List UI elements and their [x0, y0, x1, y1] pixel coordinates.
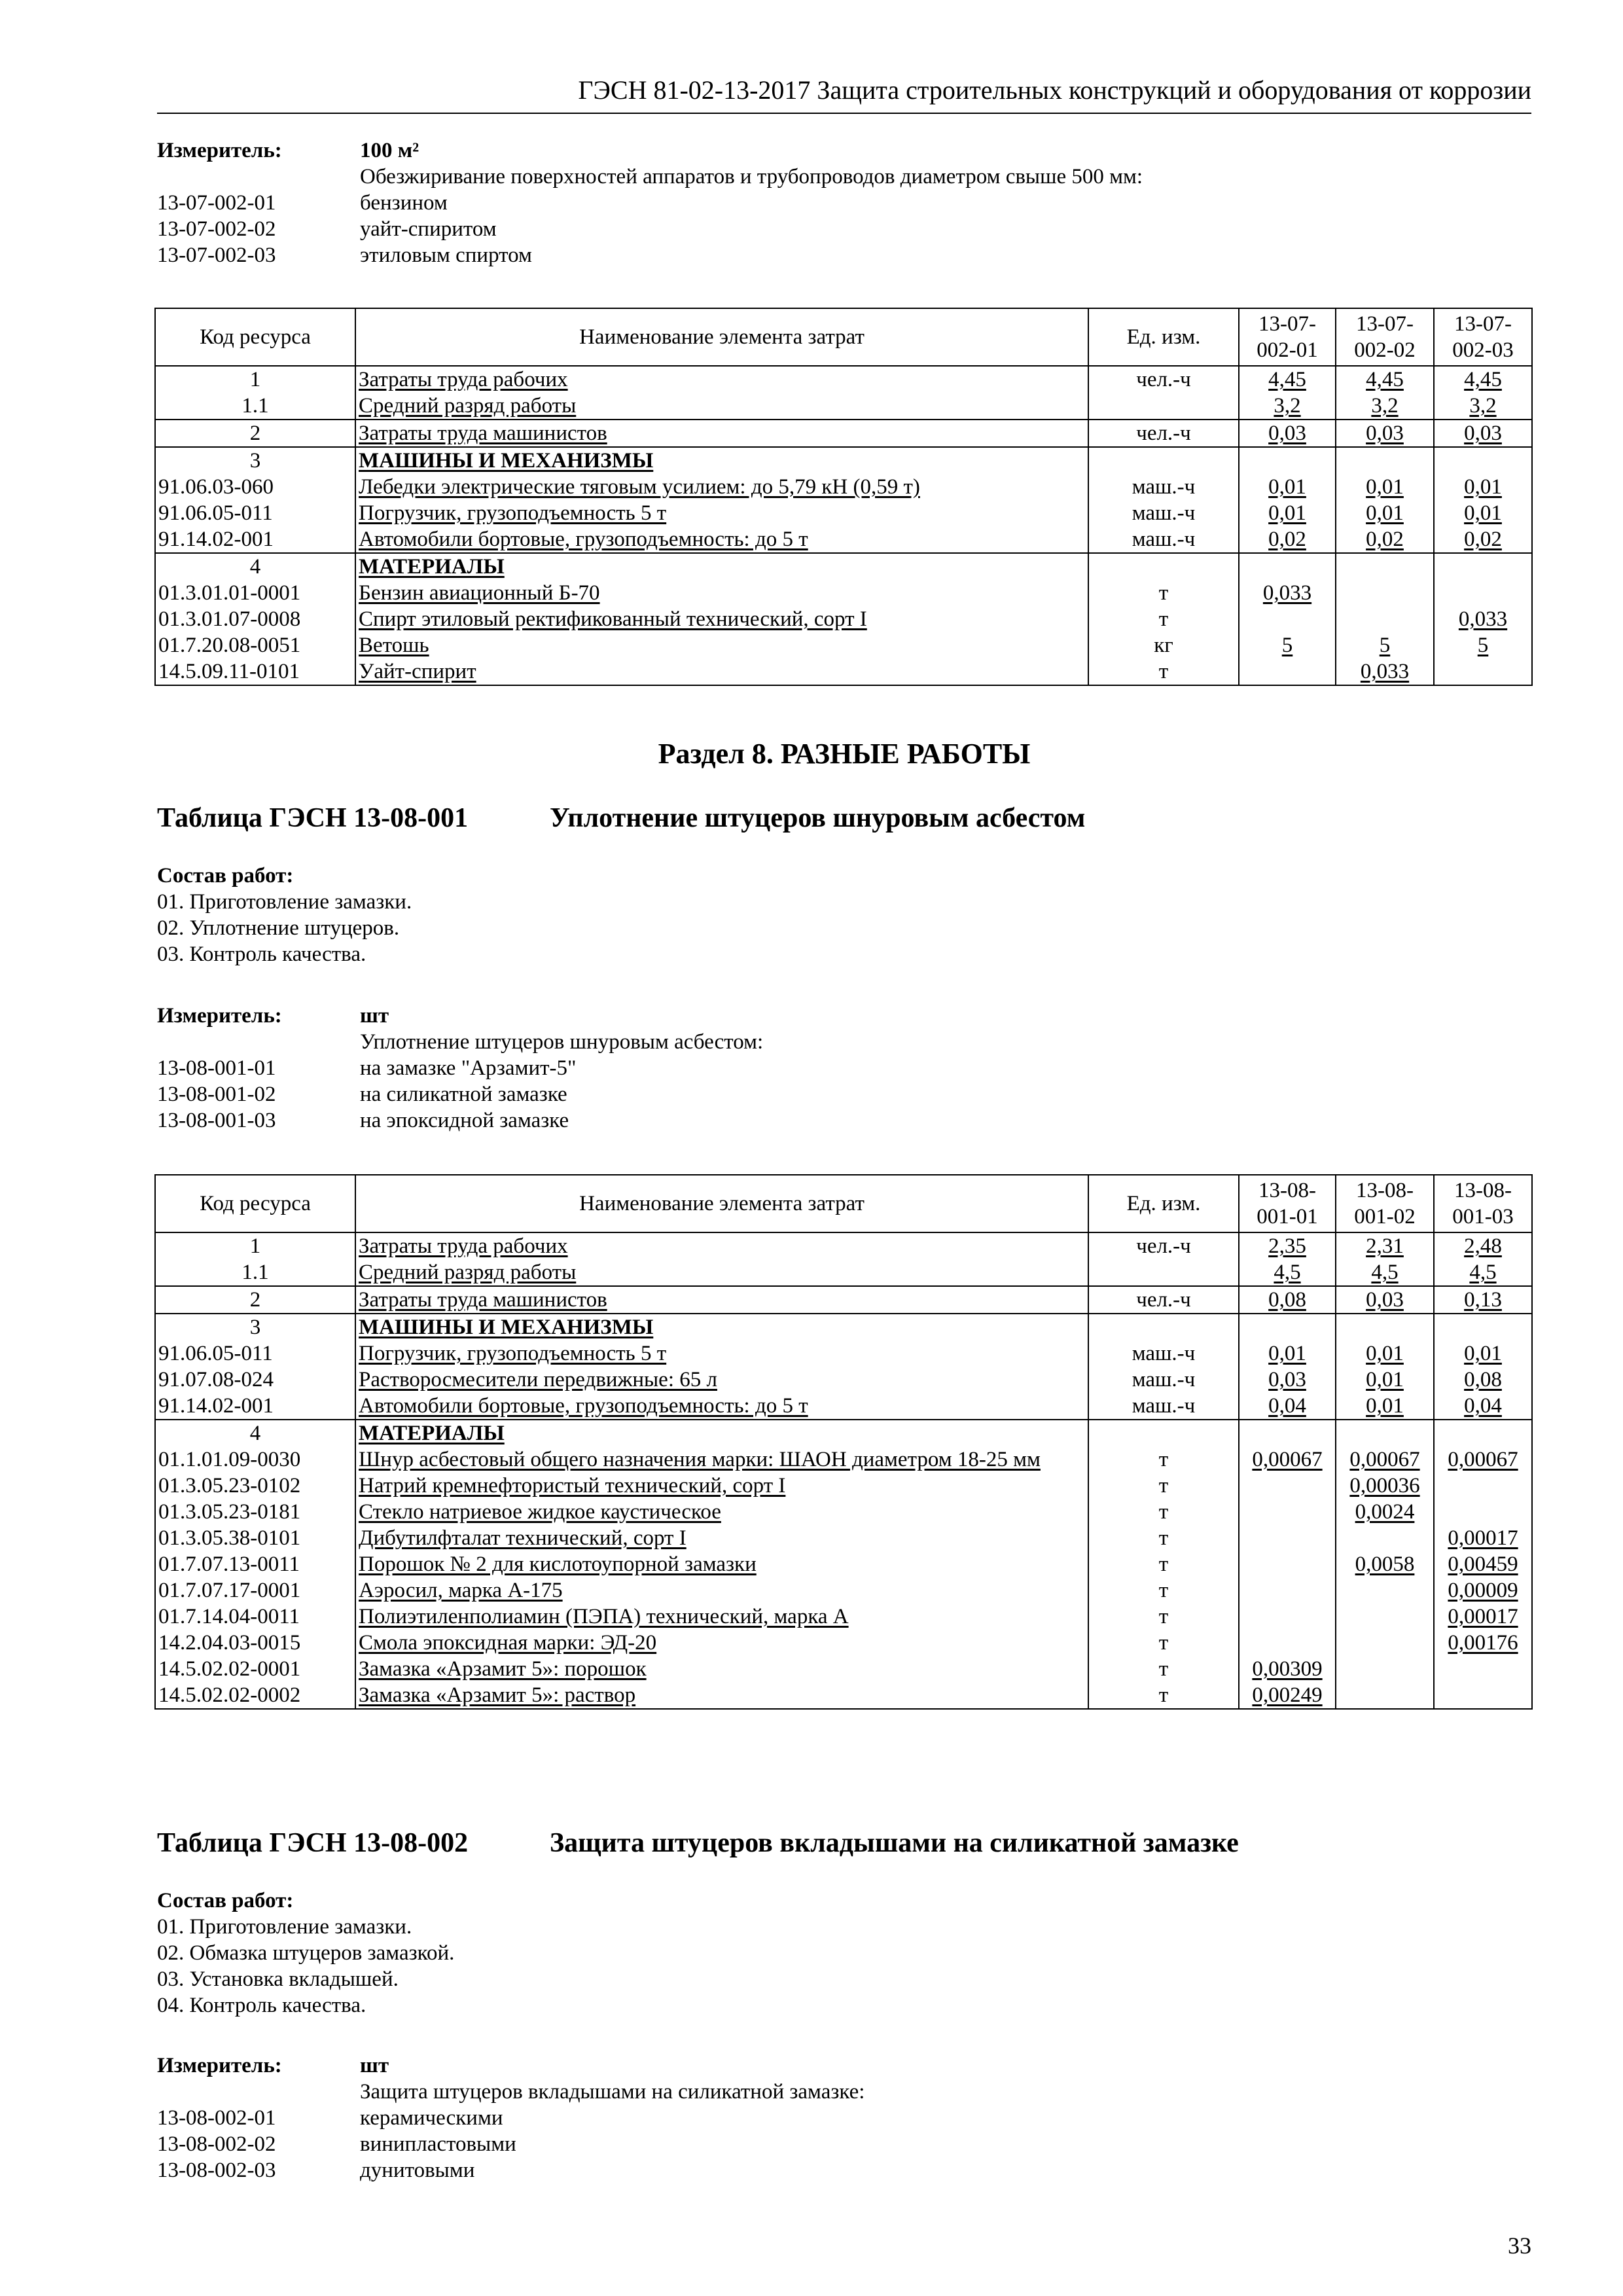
table-row [155, 1393, 1532, 1420]
norm-value-cell: 0,0058 [1336, 1551, 1434, 1577]
unit-cell: маш.-ч [1088, 526, 1239, 553]
table-row [155, 1604, 1532, 1630]
unit-cell: т [1088, 1577, 1239, 1604]
table-row [155, 1473, 1532, 1499]
unit-cell: т [1088, 606, 1239, 632]
norm-value-cell: 0,00067 [1434, 1446, 1532, 1473]
norm-value-cell: 0,01 [1239, 500, 1336, 526]
unit-cell: чел.-ч [1088, 1286, 1239, 1314]
unit-cell [1088, 1314, 1239, 1340]
work-composition-13-08-001 [157, 863, 1531, 967]
sostav-item: 03. Контроль качества. [157, 942, 366, 966]
section-title: Раздел 8. РАЗНЫЕ РАБОТЫ [658, 738, 1031, 770]
resource-code-cell: 4 [155, 1420, 355, 1446]
resource-code-cell: 1 [155, 1232, 355, 1259]
unit-cell [1088, 447, 1239, 474]
norm-value-cell: 0,00036 [1336, 1473, 1434, 1499]
norm-value-cell: 0,03 [1434, 420, 1532, 447]
norm-value-cell: 0,01 [1434, 474, 1532, 500]
table-row [155, 1630, 1532, 1656]
resource-code-cell: 91.06.05-011 [155, 500, 355, 526]
unit-cell [1088, 1259, 1239, 1286]
measure-item: 13-08-002-02 винипластовыми [157, 2132, 516, 2156]
norm-value-cell: 5 [1434, 632, 1532, 658]
resource-code-cell: 01.7.14.04-0011 [155, 1604, 355, 1630]
col-header-code: Код ресурса [155, 308, 355, 366]
resource-name-cell: Стекло натриевое жидкое каустическое [355, 1499, 1088, 1525]
norm-value-cell: 0,033 [1434, 606, 1532, 632]
resource-code-cell: 91.14.02-001 [155, 526, 355, 553]
norm-value-cell: 0,03 [1336, 1286, 1434, 1314]
norm-value-cell [1336, 1630, 1434, 1656]
norm-value-cell [1336, 1604, 1434, 1630]
measure-description: Обезжиривание поверхностей аппаратов и трубопроводов диаметром свыше 500 мм: [360, 165, 1143, 188]
measure-item: 13-08-002-01 керамическими [157, 2106, 503, 2130]
resource-code-cell: 3 [155, 1314, 355, 1340]
table-row [155, 1682, 1532, 1709]
measure-block-13-08-002 [157, 2053, 1531, 2183]
norm-value-cell [1239, 1604, 1336, 1630]
norm-value-cell: 0,01 [1336, 1367, 1434, 1393]
table-row [155, 1286, 1532, 1314]
norm-value-cell [1239, 1499, 1336, 1525]
table-row [155, 1367, 1532, 1393]
resource-code-cell: 14.5.02.02-0001 [155, 1656, 355, 1682]
resource-name-cell: Натрий кремнефтористый технический, сорт I [355, 1473, 1088, 1499]
resource-name-cell: Средний разряд работы [355, 1259, 1088, 1286]
norm-value-cell [1336, 553, 1434, 580]
unit-cell: т [1088, 1499, 1239, 1525]
norm-value-cell [1336, 1420, 1434, 1446]
resource-name-cell: МАТЕРИАЛЫ [355, 1420, 1088, 1446]
norm-value-cell: 0,00009 [1434, 1577, 1532, 1604]
page-number: 33 [1508, 2233, 1531, 2259]
resource-name-cell: Средний разряд работы [355, 393, 1088, 420]
norm-value-cell: 0,13 [1434, 1286, 1532, 1314]
norm-value-cell: 4,5 [1239, 1259, 1336, 1286]
resource-name-cell: Шнур асбестовый общего назначения марки: ШАОН диаметром 18-25 мм [355, 1446, 1088, 1473]
norm-value-cell: 0,01 [1239, 474, 1336, 500]
norm-value-cell: 0,01 [1434, 500, 1532, 526]
resource-name-cell: Растворосмесители передвижные: 65 л [355, 1367, 1088, 1393]
resource-code-cell: 91.07.08-024 [155, 1367, 355, 1393]
unit-cell: чел.-ч [1088, 366, 1239, 393]
norm-value-cell [1239, 1420, 1336, 1446]
norm-value-cell [1434, 580, 1532, 606]
table-row [155, 1420, 1532, 1446]
resource-name-cell: МАТЕРИАЛЫ [355, 553, 1088, 580]
table-row [155, 526, 1532, 553]
norm-value-cell: 3,2 [1239, 393, 1336, 420]
table-row [155, 658, 1532, 685]
measure-item: 13-08-001-02 на силикатной замазке [157, 1083, 567, 1106]
norm-value-cell [1239, 1473, 1336, 1499]
norm-value-cell [1434, 1656, 1532, 1682]
norm-value-cell [1434, 447, 1532, 474]
col-header-name: Наименование элемента затрат [355, 308, 1088, 366]
norm-value-cell: 0,04 [1434, 1393, 1532, 1420]
norm-value-cell: 2,35 [1239, 1232, 1336, 1259]
norm-value-cell [1434, 1499, 1532, 1525]
sostav-item: 02. Уплотнение штуцеров. [157, 916, 400, 940]
norm-value-cell [1239, 658, 1336, 685]
table-row [155, 1499, 1532, 1525]
resource-code-cell: 01.7.20.08-0051 [155, 632, 355, 658]
norm-value-cell: 4,5 [1336, 1259, 1434, 1286]
measure-block-13-07-002 [157, 137, 1531, 268]
measure-item: 13-07-002-03 этиловым спиртом [157, 243, 532, 267]
norm-value-cell [1434, 1473, 1532, 1499]
resource-name-cell: Затраты труда рабочих [355, 1232, 1088, 1259]
measure-label: Измеритель: [157, 139, 282, 162]
running-header: ГЭСН 81-02-13-2017 Защита строительных конструкций и оборудования от коррозии [157, 73, 1531, 114]
sostav-item: 04. Контроль качества. [157, 1994, 366, 2017]
resource-name-cell: Уайт-спирит [355, 658, 1088, 685]
measure-description: Уплотнение штуцеров шнуровым асбестом: [360, 1030, 764, 1054]
resource-code-cell: 1.1 [155, 393, 355, 420]
resource-name-cell: Бензин авиационный Б-70 [355, 580, 1088, 606]
sostav-label: Состав работ: [157, 1889, 294, 1912]
norm-value-cell [1336, 1577, 1434, 1604]
norm-value-cell: 0,033 [1239, 580, 1336, 606]
norm-value-cell: 4,45 [1434, 366, 1532, 393]
col-header-name: Наименование элемента затрат [355, 1175, 1088, 1232]
col-header-code: Код ресурса [155, 1175, 355, 1232]
sostav-item: 01. Приготовление замазки. [157, 1915, 412, 1939]
measure-item: 13-07-002-01 бензином [157, 191, 448, 215]
unit-cell [1088, 553, 1239, 580]
norm-value-cell: 0,00459 [1434, 1551, 1532, 1577]
unit-cell: т [1088, 1682, 1239, 1709]
measure-item: 13-08-001-01 на замазке "Арзамит-5" [157, 1056, 577, 1080]
norm-value-cell [1336, 447, 1434, 474]
norm-value-cell [1239, 447, 1336, 474]
resource-code-cell: 1.1 [155, 1259, 355, 1286]
norm-value-cell: 2,48 [1434, 1232, 1532, 1259]
table-row [155, 447, 1532, 474]
measure-unit: шт [360, 1004, 389, 1028]
norm-value-cell: 0,08 [1434, 1367, 1532, 1393]
resource-name-cell: Полиэтиленполиамин (ПЭПА) технический, марка А [355, 1604, 1088, 1630]
norm-value-cell [1434, 553, 1532, 580]
norm-value-cell [1239, 606, 1336, 632]
resource-code-cell: 2 [155, 420, 355, 447]
table-row [155, 1232, 1532, 1259]
table-row [155, 1446, 1532, 1473]
table-row [155, 420, 1532, 447]
resource-code-cell: 01.1.01.09-0030 [155, 1446, 355, 1473]
resource-code-cell: 1 [155, 366, 355, 393]
norm-value-cell: 0,02 [1434, 526, 1532, 553]
unit-cell: т [1088, 658, 1239, 685]
resource-name-cell: Аэросил, марка А-175 [355, 1577, 1088, 1604]
resource-code-cell: 14.5.02.02-0002 [155, 1682, 355, 1709]
norm-value-cell: 0,08 [1239, 1286, 1336, 1314]
resource-name-cell: Лебедки электрические тяговым усилием: до 5,79 кН (0,59 т) [355, 474, 1088, 500]
norm-value-cell: 0,00067 [1239, 1446, 1336, 1473]
norm-value-cell: 0,01 [1434, 1340, 1532, 1367]
norm-value-cell: 5 [1336, 632, 1434, 658]
norm-value-cell: 0,02 [1336, 526, 1434, 553]
norm-value-cell: 4,45 [1336, 366, 1434, 393]
unit-cell: т [1088, 1473, 1239, 1499]
resource-name-cell: Погрузчик, грузоподъемность 5 т [355, 1340, 1088, 1367]
norm-value-cell: 0,02 [1239, 526, 1336, 553]
measure-description: Защита штуцеров вкладышами на силикатной замазке: [360, 2080, 865, 2104]
measure-item: 13-07-002-02 уайт-спиритом [157, 217, 497, 241]
work-composition-13-08-002 [157, 1888, 1531, 2018]
measure-item: 13-08-002-03 дунитовыми [157, 2159, 475, 2182]
col-header-norm: 13-08- 001-01 [1239, 1175, 1336, 1232]
resource-table-13-07-002 [154, 308, 1533, 686]
norm-value-cell: 0,01 [1336, 1393, 1434, 1420]
norm-value-cell [1336, 1682, 1434, 1709]
table-label: Таблица ГЭСН 13-08-001 [157, 803, 469, 833]
norm-value-cell: 0,00017 [1434, 1604, 1532, 1630]
table-label: Таблица ГЭСН 13-08-002 [157, 1828, 469, 1858]
resource-name-cell: Дибутилфталат технический, сорт I [355, 1525, 1088, 1551]
unit-cell: маш.-ч [1088, 1340, 1239, 1367]
resource-name-cell: Спирт этиловый ректификованный технический, сорт I [355, 606, 1088, 632]
norm-value-cell [1239, 1525, 1336, 1551]
table-title-13-08-001 [157, 802, 1531, 834]
norm-value-cell [1434, 1314, 1532, 1340]
table-row [155, 1656, 1532, 1682]
measure-unit: 100 м² [360, 139, 419, 162]
resource-code-cell: 91.06.05-011 [155, 1340, 355, 1367]
unit-cell: маш.-ч [1088, 500, 1239, 526]
resource-name-cell: Затраты труда машинистов [355, 420, 1088, 447]
resource-name-cell: Ветошь [355, 632, 1088, 658]
table-title-13-08-002 [157, 1827, 1531, 1859]
col-header-unit: Ед. изм. [1088, 308, 1239, 366]
sostav-item: 03. Установка вкладышей. [157, 1967, 399, 1991]
norm-value-cell: 3,2 [1434, 393, 1532, 420]
norm-value-cell [1336, 1656, 1434, 1682]
sostav-item: 01. Приготовление замазки. [157, 890, 412, 914]
table-row [155, 474, 1532, 500]
resource-table-13-08-001 [154, 1174, 1533, 1710]
measure-item: 13-08-001-03 на эпоксидной замазке [157, 1109, 569, 1132]
resource-name-cell: Замазка «Арзамит 5»: порошок [355, 1656, 1088, 1682]
resource-name-cell: Автомобили бортовые, грузоподъемность: до 5 т [355, 1393, 1088, 1420]
measure-label: Измеритель: [157, 1004, 282, 1028]
col-header-norm: 13-07- 002-01 [1239, 308, 1336, 366]
norm-value-cell: 0,03 [1336, 420, 1434, 447]
resource-code-cell: 2 [155, 1286, 355, 1314]
norm-value-cell [1239, 1314, 1336, 1340]
norm-value-cell: 0,00309 [1239, 1656, 1336, 1682]
norm-value-cell [1434, 1420, 1532, 1446]
resource-code-cell: 01.7.07.17-0001 [155, 1577, 355, 1604]
norm-value-cell [1239, 1577, 1336, 1604]
norm-value-cell: 0,00017 [1434, 1525, 1532, 1551]
norm-value-cell [1336, 606, 1434, 632]
unit-cell [1088, 393, 1239, 420]
norm-value-cell [1239, 553, 1336, 580]
resource-code-cell: 01.3.05.23-0181 [155, 1499, 355, 1525]
norm-value-cell [1336, 1314, 1434, 1340]
unit-cell: т [1088, 1525, 1239, 1551]
resource-name-cell: Автомобили бортовые, грузоподъемность: до 5 т [355, 526, 1088, 553]
resource-name-cell: МАШИНЫ И МЕХАНИЗМЫ [355, 447, 1088, 474]
table-row [155, 580, 1532, 606]
unit-cell: маш.-ч [1088, 1393, 1239, 1420]
sostav-label: Состав работ: [157, 864, 294, 888]
table-row [155, 1577, 1532, 1604]
resource-code-cell: 01.7.07.13-0011 [155, 1551, 355, 1577]
norm-value-cell: 0,00176 [1434, 1630, 1532, 1656]
table-row [155, 553, 1532, 580]
col-header-unit: Ед. изм. [1088, 1175, 1239, 1232]
unit-cell: кг [1088, 632, 1239, 658]
resource-code-cell: 91.14.02-001 [155, 1393, 355, 1420]
unit-cell [1088, 1420, 1239, 1446]
unit-cell: т [1088, 1604, 1239, 1630]
table-row [155, 606, 1532, 632]
col-header-norm: 13-07- 002-03 [1434, 308, 1532, 366]
unit-cell: маш.-ч [1088, 1367, 1239, 1393]
norm-value-cell: 0,03 [1239, 1367, 1336, 1393]
norm-value-cell: 4,5 [1434, 1259, 1532, 1286]
unit-cell: т [1088, 1446, 1239, 1473]
resource-name-cell: Погрузчик, грузоподъемность 5 т [355, 500, 1088, 526]
unit-cell: т [1088, 1656, 1239, 1682]
norm-value-cell [1434, 658, 1532, 685]
norm-value-cell: 0,03 [1239, 420, 1336, 447]
resource-code-cell: 01.3.01.07-0008 [155, 606, 355, 632]
resource-name-cell: Порошок № 2 для кислотоупорной замазки [355, 1551, 1088, 1577]
col-header-norm: 13-07- 002-02 [1336, 308, 1434, 366]
measure-block-13-08-001 [157, 1003, 1531, 1134]
resource-code-cell: 01.3.05.38-0101 [155, 1525, 355, 1551]
unit-cell: чел.-ч [1088, 1232, 1239, 1259]
resource-code-cell: 01.3.05.23-0102 [155, 1473, 355, 1499]
unit-cell: т [1088, 580, 1239, 606]
table-row [155, 500, 1532, 526]
resource-code-cell: 14.2.04.03-0015 [155, 1630, 355, 1656]
resource-code-cell: 3 [155, 447, 355, 474]
norm-value-cell [1434, 1682, 1532, 1709]
resource-name-cell: Затраты труда машинистов [355, 1286, 1088, 1314]
norm-value-cell: 0,01 [1336, 500, 1434, 526]
col-header-norm: 13-08- 001-03 [1434, 1175, 1532, 1232]
norm-value-cell: 5 [1239, 632, 1336, 658]
norm-value-cell: 0,00249 [1239, 1682, 1336, 1709]
table-name: Защита штуцеров вкладышами на силикатной замазке [550, 1828, 1239, 1858]
resource-name-cell: Затраты труда рабочих [355, 366, 1088, 393]
table-row [155, 1340, 1532, 1367]
norm-value-cell [1239, 1630, 1336, 1656]
resource-name-cell: Смола эпоксидная марки: ЭД-20 [355, 1630, 1088, 1656]
table-row [155, 1525, 1532, 1551]
norm-value-cell: 0,00067 [1336, 1446, 1434, 1473]
measure-unit: шт [360, 2054, 389, 2077]
resource-code-cell: 01.3.01.01-0001 [155, 580, 355, 606]
table-row [155, 1259, 1532, 1286]
norm-value-cell: 4,45 [1239, 366, 1336, 393]
unit-cell: маш.-ч [1088, 474, 1239, 500]
norm-value-cell: 0,01 [1336, 474, 1434, 500]
norm-value-cell: 3,2 [1336, 393, 1434, 420]
norm-value-cell [1336, 580, 1434, 606]
table-row [155, 1314, 1532, 1340]
norm-value-cell: 2,31 [1336, 1232, 1434, 1259]
unit-cell: т [1088, 1630, 1239, 1656]
unit-cell: чел.-ч [1088, 420, 1239, 447]
table-row [155, 366, 1532, 393]
resource-name-cell: Замазка «Арзамит 5»: раствор [355, 1682, 1088, 1709]
norm-value-cell: 0,0024 [1336, 1499, 1434, 1525]
norm-value-cell: 0,04 [1239, 1393, 1336, 1420]
norm-value-cell: 0,033 [1336, 658, 1434, 685]
resource-code-cell: 4 [155, 553, 355, 580]
table-row [155, 393, 1532, 420]
table-row [155, 1551, 1532, 1577]
resource-name-cell: МАШИНЫ И МЕХАНИЗМЫ [355, 1314, 1088, 1340]
measure-label: Измеритель: [157, 2054, 282, 2077]
norm-value-cell [1336, 1525, 1434, 1551]
table-name: Уплотнение штуцеров шнуровым асбестом [550, 803, 1086, 833]
norm-value-cell: 0,01 [1239, 1340, 1336, 1367]
sostav-item: 02. Обмазка штуцеров замазкой. [157, 1941, 455, 1965]
norm-value-cell [1239, 1551, 1336, 1577]
unit-cell: т [1088, 1551, 1239, 1577]
col-header-norm: 13-08- 001-02 [1336, 1175, 1434, 1232]
resource-code-cell: 14.5.09.11-0101 [155, 658, 355, 685]
table-row [155, 632, 1532, 658]
norm-value-cell: 0,01 [1336, 1340, 1434, 1367]
resource-code-cell: 91.06.03-060 [155, 474, 355, 500]
